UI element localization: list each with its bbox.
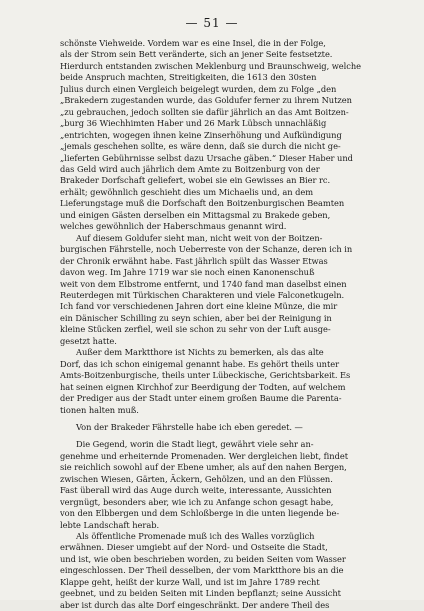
text-line: Lieferungstage muß die Dorfschaft den Boitzenburgischen Beamten [60,198,345,209]
text-line: „burg 36 Wiechhimten Haber und 26 Mark Lübsch unnachläßig [60,118,327,129]
page-body-text [60,38,396,611]
text-line: „Brakedern zugestanden wurde, das Goldufer ferner zu ihrem Nutzen [60,95,352,106]
text-line: vergnügt, besonders aber, wie ich zu Anfange schon gesagt habe, [60,496,334,507]
text-line: burgischen Fährstelle, noch Ueberreste von der Schanze, deren ich in [60,244,353,255]
text-line: erwähnen. Dieser umgiebt auf der Nord- und Ostseite die Stadt, [60,542,328,553]
text-line: aber ist durch das alte Dorf eingeschränkt. Der andere Theil des [60,599,330,610]
text-line: lebte Landschaft herab. [60,519,160,530]
text-line: Reuterdegen mit Türkischen Charakteren und viele Falconetkugeln. [60,289,345,300]
text-line: Dorf, das ich schon einigemal genannt habe. Es gehört theils unter [60,358,340,369]
text-line: geebnet, und zu beiden Seiten mit Linden bepflanzt; seine Aussicht [60,588,341,599]
text-line: kleine Stücken zerfiel, weil sie schon zu sehr von der Luft ausge- [60,324,331,335]
text-line: sie reichlich sowohl auf der Ebene umher, als auf den nahen Bergen, [60,462,347,473]
text-line: eingeschlossen. Der Theil desselben, der vom Marktthore bis an die [60,565,344,576]
text-line: „entrichten, wogegen ihnen keine Zinserhöhung und Aufkündigung [60,129,342,140]
text-line: hat seinen eignen Kirchhof zur Beerdigung der Todten, auf welchem [60,381,346,392]
text-line: welches gewöhnlich der Haberschmaus genannt wird. [60,221,287,232]
text-line: beide Anspruch machten, Streitigkeiten, die 1613 den 30sten [60,72,317,83]
text-line: Als öffentliche Promenade muß ich des Walles vorzüglich [76,531,315,542]
text-line: Ich fand vor verschiedenen Jahren dort eine kleine Münze, die mir [60,301,338,312]
text-line: Außer dem Marktthore ist Nichts zu bemerken, als das alte [76,347,324,358]
text-line: Brakeder Dorfschaft geliefert, wobei sie ein Gewisses an Bier rc. [60,175,331,186]
text-line: Die Gegend, worin die Stadt liegt, gewährt viele sehr an- [76,439,314,450]
text-line: und ist, wie oben beschrieben worden, zu beiden Seiten vom Wasser [60,553,346,564]
text-line: davon weg. Im Jahre 1719 war sie noch einen Kanonenschuß [60,267,315,278]
text-line: weit von dem Elbstrome entfernt, und 1740 fand man daselbst einen [60,278,347,289]
text-line: Fast überall wird das Auge durch weite, interessante, Aussichten [60,485,332,496]
text-line: gesetzt hatte. [60,335,117,346]
text-line: der Chronik erwähnt habe. Fast jährlich spült das Wasser Etwas [60,255,328,266]
page-number: — 51 — [185,16,239,30]
text-line: zwischen Wiesen, Gärten, Äckern, Gehölzen, und an den Flüssen. [60,473,333,484]
text-line: „zu gebrauchen, jedoch sollten sie dafür jährlich an das Amt Boitzen- [60,106,349,117]
text-line: schönste Viehweide. Vordem war es eine Insel, die in der Folge, [60,38,326,48]
text-line: ein Dänischer Schilling zu seyn schien, aber bei der Reinigung in [60,312,332,323]
text-line: und einigen Gästen derselben ein Mittagsmal zu Brakede geben, [60,209,331,220]
text-line: Hierdurch entstanden zwischen Meklenburg und Braunschweig, welche [60,60,362,71]
text-line: genehme und erheiternde Promenaden. Wer dergleichen liebt, findet [60,450,348,461]
text-line: Von der Brakeder Fährstelle habe ich eben geredet. — [76,421,303,432]
text-line: der Prediger aus der Stadt unter einem großen Baume die Parenta- [60,393,342,404]
text-line: das Geld wird auch jährlich dem Amte zu Boitzenburg von der [60,163,320,174]
text-line: von den Elbbergen und dem Schloßberge in die unten liegende be- [60,508,340,519]
text-line: Amts-Boitzenburgische, theils unter Lübeckische, Gerichtsbarkeit. Es [60,370,351,381]
text-line: Auf diesem Goldufer sieht man, nicht weit von der Boitzen- [76,232,323,243]
text-line: „jemals geschehen sollte, es wäre denn, daß sie durch die nicht ge- [60,141,341,152]
text-line: Klappe geht, heißt der kurze Wall, und ist im Jahre 1789 recht [60,576,320,587]
text-line: als der Strom sein Bett veränderte, sich an jener Seite festsetzte. [60,49,333,60]
text-line: „lieferten Gebührnisse selbst dazu Ursache gäben.“ Dieser Haber und [60,152,353,163]
text-line: tionen halten muß. [60,404,139,415]
text-line: Julius durch einen Vergleich beigelegt wurden, dem zu Folge „den [60,83,337,94]
text-line: erhält; gewöhnlich geschieht dies um Michaelis und, an dem [60,186,314,197]
